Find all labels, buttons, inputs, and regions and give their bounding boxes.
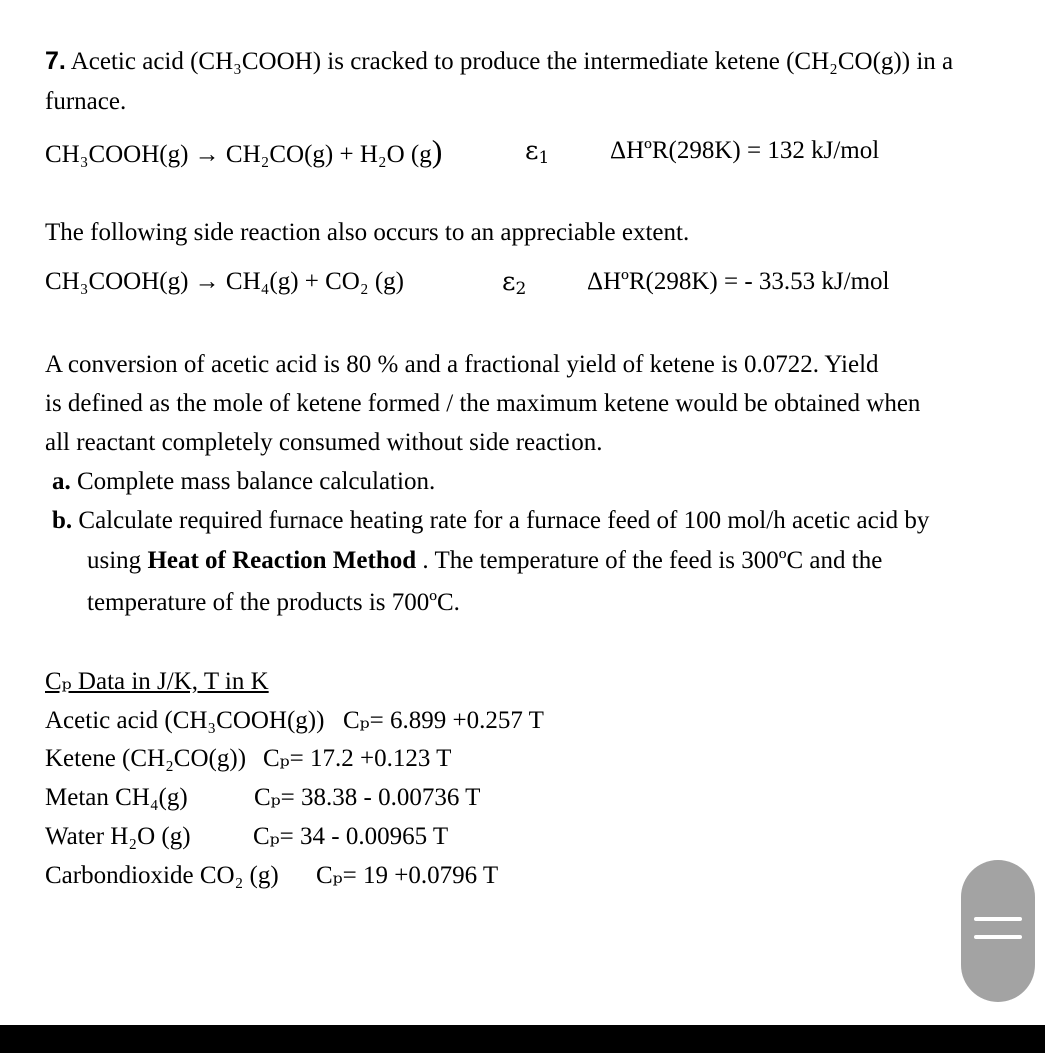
drag-handle-icon-bar xyxy=(974,935,1022,939)
reaction1-extent: $\varepsilon_1$ xyxy=(525,136,550,168)
part-a-text: Complete mass balance calculation. xyxy=(77,468,436,495)
bottom-bar xyxy=(0,1025,1045,1053)
part-a xyxy=(52,467,435,497)
cp-eq-water: Cₚ= 34 - 0.00965 T xyxy=(253,823,449,850)
cp-eq-ketene: Cₚ= 17.2 +0.123 T xyxy=(263,745,452,772)
reaction2-extent: $\varepsilon_2$ xyxy=(502,267,527,299)
conversion-line2: is defined as the mole of ketene formed / the maximum ketene would be obtained when xyxy=(45,390,921,417)
cp-row-water: Water H₂O (g) xyxy=(45,823,191,850)
cp-eq-acetic-acid: Cₚ= 6.899 +0.257 T xyxy=(343,707,544,734)
cp-data-heading: Cₚ Data in J/K, T in K xyxy=(45,668,269,695)
problem-intro-line1 xyxy=(45,46,953,77)
part-b-line3: temperature of the products is 700ºC. xyxy=(87,589,460,616)
problem-intro-text: Acetic acid (CH₃COOH) is cracked to produce the intermediate ketene (CH₂CO(g)) in a xyxy=(70,48,954,75)
cp-row-acetic-acid: Acetic acid (CH₃COOH(g)) xyxy=(45,707,325,734)
reaction2-enthalpy: ΔHºR(298K) = - 33.53 kJ/mol xyxy=(587,268,890,295)
part-b-label: b. xyxy=(52,507,73,534)
reaction1-equation: CH₃COOH(g) → CH₂CO(g) + H₂O (g) xyxy=(45,133,443,169)
part-a-label: a. xyxy=(52,468,71,495)
heat-of-reaction-method: Heat of Reaction Method xyxy=(147,547,417,574)
cp-row-ketene: Ketene (CH₂CO(g)) xyxy=(45,745,247,772)
reaction2-equation: CH₃COOH(g) → CH₄(g) + CO₂ (g) xyxy=(45,268,404,295)
cp-eq-methane: Cₚ= 38.38 - 0.00736 T xyxy=(254,784,481,811)
side-reaction-intro: The following side reaction also occurs to an appreciable extent. xyxy=(45,219,690,246)
conversion-line3: all reactant completely consumed without side reaction. xyxy=(45,429,603,456)
reaction1-enthalpy: ΔHºR(298K) = 132 kJ/mol xyxy=(610,137,880,164)
problem-intro-line2: furnace. xyxy=(45,88,127,115)
scroll-handle[interactable] xyxy=(961,860,1035,1002)
cp-eq-co2: Cₚ= 19 +0.0796 T xyxy=(316,862,499,889)
problem-number: 7. xyxy=(45,47,66,75)
part-b-text-line1: Calculate required furnace heating rate for a furnace feed of 100 mol/h acetic acid by xyxy=(78,507,930,534)
cp-row-co2: Carbondioxide CO₂ (g) xyxy=(45,862,279,889)
part-b-line2: using Heat of Reaction Method . The temperature of the feed is 300ºC and the xyxy=(87,547,883,574)
drag-handle-icon xyxy=(974,917,1022,921)
part-b-line1 xyxy=(52,506,929,536)
cp-row-methane: Metan CH₄(g) xyxy=(45,784,188,811)
conversion-line1: A conversion of acetic acid is 80 % and a fractional yield of ketene is 0.0722. Yield xyxy=(45,351,879,378)
